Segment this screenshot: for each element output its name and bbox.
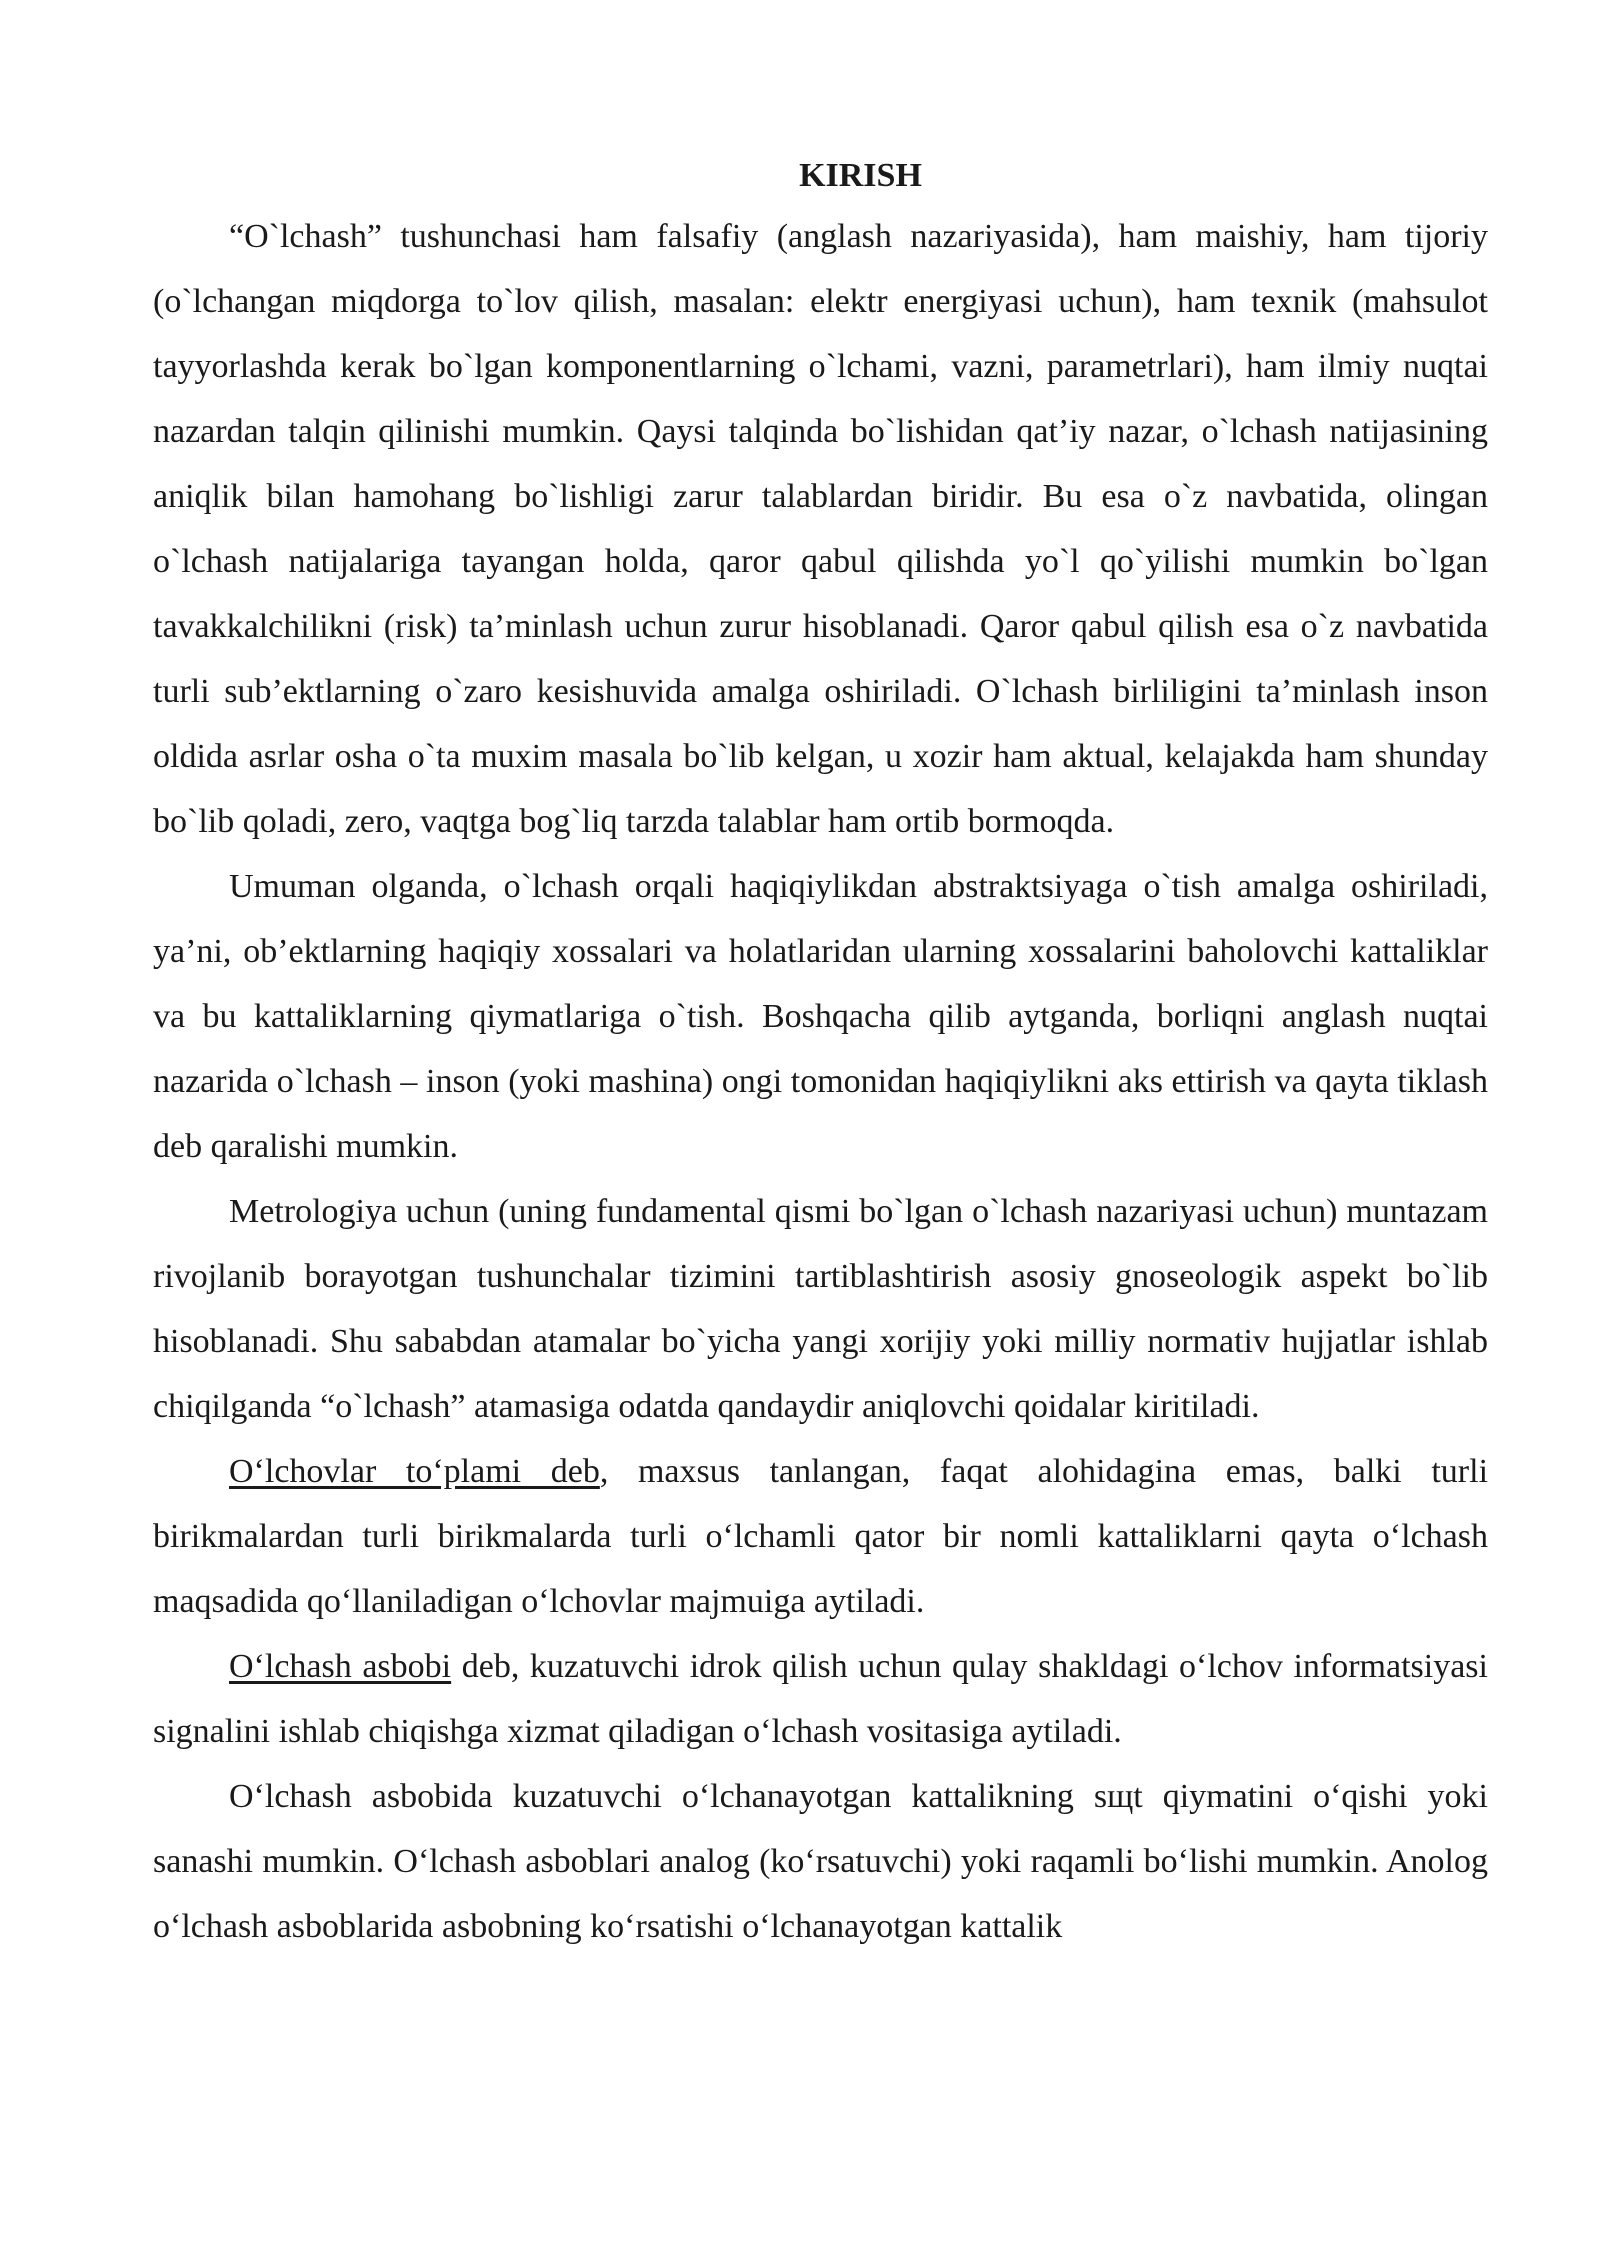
paragraph-metrology: Metrologiya uchun (uning fundamental qismi bo`lgan o`lchash nazariyasi uchun) muntazam rivojlanib borayotgan tushunchalar tizimini tartiblashtirish asosiy gnoseologik aspekt bo`lib hisoblanadi. Shu sababdan atamalar bo`yicha yangi xorijiy yoki milliy normativ hujjatlar ishlab chiqilganda “o`lchash” atamasiga odatda qandaydir aniqlovchi qoidalar kiritiladi. <box>153 1193 1488 1425</box>
document-body <box>153 148 1488 1959</box>
term-measure-set: O‘lchovlar to‘plami deb <box>229 1453 600 1490</box>
paragraph-measurement-concept: “O`lchash” tushunchasi ham falsafiy (anglash nazariyasida), ham maishiy, ham tijoriy (o`lchangan miqdorga to`lov qilish, masalan: elektr energiyasi uchun), ham texnik (mahsulot tayyorlashda kerak bo`lgan komponentlarning o`lchami, vazni, parametrlari), ham ilmiy nuqtai nazardan talqin qilinishi mumkin. Qaysi talqinda bo`lishidan qat’iy nazar, o`lchash natijasining aniqlik bilan hamohang bo`lishligi zarur talablardan biridir. Bu esa o`z navbatida, olingan o`lchash natijalariga tayangan holda, qaror qabul qilishda yo`l qo`yilishi mumkin bo`lgan tavakkalchilikni (risk) ta’minlash uchun zurur hisoblanadi. Qaror qabul qilish esa o`z navbatida turli sub’ektlarning o`zaro kesishuvida amalga oshiriladi. O`lchash birliligini ta’minlash inson oldida asrlar osha o`ta muxim masala bo`lib kelgan, u xozir ham aktual, kelajakda ham shunday bo`lib qoladi, zero, vaqtga bog`liq tarzda talablar ham ortib bormoqda. <box>153 218 1488 840</box>
section-heading: KIRISH <box>799 157 922 194</box>
term-measuring-instrument: O‘lchash asbobi <box>229 1648 452 1685</box>
paragraph-measure-set <box>153 1439 1488 1634</box>
paragraph-abstraction: Umuman olganda, o`lchash orqali haqiqiylikdan abstraktsiyaga o`tish amalga oshiriladi, ya’ni, ob’ektlarning haqiqiy xossalari va holatlaridan ularning xossalarini baholovchi kattaliklar va bu kattaliklarning qiymatlariga o`tish. Boshqacha qilib aytganda, borliqni anglash nuqtai nazarida o`lchash – inson (yoki mashina) ongi tomonidan haqiqiylikni aks ettirish va qayta tiklash deb qaralishi mumkin. <box>153 868 1488 1165</box>
definition-measure-set: , maxsus tanlangan, faqat alohidagina emas, balki turli birikmalardan turli birikmalarda turli o‘lchamli qator bir nomli kattaliklarni qayta o‘lchash maqsadida qo‘llaniladigan o‘lchovlar majmuiga aytiladi. <box>153 1453 1489 1620</box>
paragraph-measuring-instrument <box>153 1634 1488 1764</box>
definition-measuring-instrument: deb, kuzatuvchi idrok qilish uchun qulay shakldagi o‘lchov informatsiyasi signalini ishlab chiqishga xizmat qiladigan o‘lchash vositasiga aytiladi. <box>153 1648 1488 1750</box>
paragraph-instrument-types: O‘lchash asbobida kuzatuvchi o‘lchanayotgan kattalikning sщt qiymatini o‘qishi yoki sanashi mumkin. O‘lchash asboblari analog (ko‘rsatuvchi) yoki raqamli bo‘lishi mumkin. Anolog o‘lchash asboblarida asbobning ko‘rsatishi o‘lchanayotgan kattalik <box>153 1778 1488 1945</box>
